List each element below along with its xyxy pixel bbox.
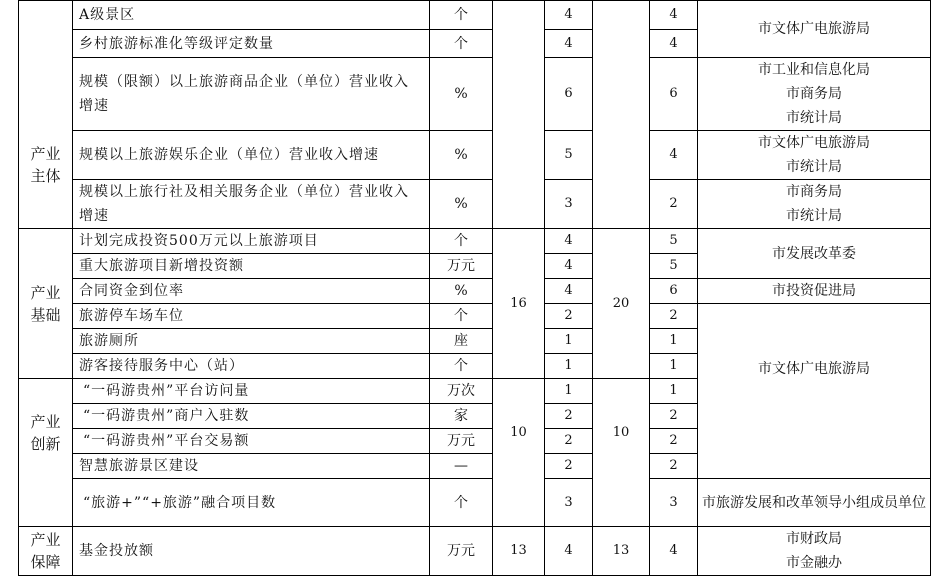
dept-name: 市统计局: [786, 110, 842, 126]
dept-name: 市统计局: [786, 208, 842, 224]
indicator-cell: “一码游贵州”平台访问量: [73, 379, 430, 404]
value-a-cell: 4: [545, 254, 593, 279]
indicator-cell: 规模以上旅行社及相关服务企业（单位）营业收入增速: [73, 180, 430, 229]
dept-cell: [698, 1, 931, 58]
value-a-cell: 4: [545, 279, 593, 304]
unit-cell: %: [430, 180, 493, 229]
dept-cell: [698, 479, 931, 527]
indicator-cell: “一码游贵州”商户入驻数: [73, 404, 430, 429]
category-label: 保障: [30, 553, 61, 571]
value-b-cell: 1: [650, 354, 698, 379]
indicator-cell: 合同资金到位率: [73, 279, 430, 304]
value-a-cell: 1: [545, 329, 593, 354]
indicator-cell: 计划完成投资500万元以上旅游项目: [73, 229, 430, 254]
total-b-cell: 20: [593, 229, 650, 379]
value-b-cell: 5: [650, 229, 698, 254]
unit-cell: 个: [430, 1, 493, 30]
dept-name: 市商务局: [786, 184, 842, 200]
value-a-cell: 1: [545, 379, 593, 404]
dept-cell: [698, 527, 931, 576]
unit-cell: 个: [430, 30, 493, 58]
unit-cell: 万元: [430, 254, 493, 279]
dept-cell: [698, 304, 931, 479]
blank-cell: [593, 1, 650, 229]
value-a-cell: 3: [545, 479, 593, 527]
value-b-cell: 2: [650, 304, 698, 329]
unit-cell: %: [430, 279, 493, 304]
value-b-cell: 4: [650, 1, 698, 30]
unit-cell: —: [430, 454, 493, 479]
value-b-cell: 2: [650, 404, 698, 429]
table-row: [19, 58, 931, 131]
indicator-cell: 规模以上旅游娱乐企业（单位）营业收入增速: [73, 131, 430, 180]
category-cell: [19, 379, 73, 527]
category-cell: [19, 527, 73, 576]
unit-cell: 座: [430, 329, 493, 354]
indicator-cell: 旅游厕所: [73, 329, 430, 354]
category-label: 产业: [30, 144, 61, 163]
dept-name: 市发展改革委: [772, 245, 856, 262]
table-row: [19, 180, 931, 229]
dept-name: 市文体广电旅游局: [758, 21, 870, 37]
dept-name: 市商务局: [786, 86, 842, 102]
category-cell: [19, 229, 73, 379]
total-a-cell: 10: [493, 379, 545, 527]
unit-cell: 万元: [430, 527, 493, 576]
dept-cell: [698, 229, 931, 279]
category-label: 产业: [30, 531, 61, 549]
value-b-cell: 3: [650, 479, 698, 527]
total-b-cell: 10: [593, 379, 650, 527]
indicator-cell: 智慧旅游景区建设: [73, 454, 430, 479]
category-label: 主体: [30, 166, 61, 185]
value-b-cell: 1: [650, 379, 698, 404]
table-row: [19, 479, 931, 527]
unit-cell: 个: [430, 479, 493, 527]
unit-cell: 万次: [430, 379, 493, 404]
dept-name: 市旅游发展和改革领导小组成员单位: [702, 494, 926, 511]
value-b-cell: 2: [650, 429, 698, 454]
unit-cell: %: [430, 58, 493, 131]
unit-cell: 个: [430, 304, 493, 329]
value-a-cell: 4: [545, 1, 593, 30]
unit-cell: 个: [430, 229, 493, 254]
value-b-cell: 5: [650, 254, 698, 279]
table-row: [19, 1, 931, 30]
dept-name: 市金融办: [786, 555, 842, 571]
unit-cell: 万元: [430, 429, 493, 454]
dept-name: 市文体广电旅游局: [758, 135, 870, 151]
value-b-cell: 6: [650, 58, 698, 131]
value-a-cell: 2: [545, 429, 593, 454]
dept-name: 市工业和信息化局: [758, 62, 870, 78]
table-row: [19, 131, 931, 180]
table-row: [19, 527, 931, 576]
value-a-cell: 2: [545, 304, 593, 329]
indicator-cell: “旅游+”“+旅游”融合项目数: [73, 479, 430, 527]
indicator-cell: 旅游停车场车位: [73, 304, 430, 329]
value-b-cell: 4: [650, 527, 698, 576]
indicator-cell: 乡村旅游标准化等级评定数量: [73, 30, 430, 58]
total-b-cell: 13: [593, 527, 650, 576]
dept-cell: [698, 131, 931, 180]
indicator-cell: 重大旅游项目新增投资额: [73, 254, 430, 279]
unit-cell: 个: [430, 354, 493, 379]
value-a-cell: 2: [545, 454, 593, 479]
category-label: 产业: [30, 412, 61, 431]
table-row: [19, 304, 931, 329]
category-label: 基础: [30, 305, 61, 324]
unit-cell: 家: [430, 404, 493, 429]
indicator-cell: 游客接待服务中心（站）: [73, 354, 430, 379]
value-b-cell: 1: [650, 329, 698, 354]
value-a-cell: 2: [545, 404, 593, 429]
total-a-cell: 16: [493, 229, 545, 379]
indicator-cell: “一码游贵州”平台交易额: [73, 429, 430, 454]
value-a-cell: 5: [545, 131, 593, 180]
category-label: 创新: [30, 434, 61, 453]
unit-cell: %: [430, 131, 493, 180]
value-b-cell: 6: [650, 279, 698, 304]
value-b-cell: 4: [650, 131, 698, 180]
value-b-cell: 2: [650, 454, 698, 479]
value-a-cell: 4: [545, 229, 593, 254]
category-cell: [19, 1, 73, 229]
value-b-cell: 2: [650, 180, 698, 229]
category-label: 产业: [30, 283, 61, 302]
total-a-cell: 13: [493, 527, 545, 576]
value-a-cell: 4: [545, 527, 593, 576]
indicator-cell: 基金投放额: [73, 527, 430, 576]
dept-cell: [698, 279, 931, 304]
dept-name: 市文体广电旅游局: [758, 361, 870, 377]
table-row: [19, 279, 931, 304]
blank-cell: [493, 1, 545, 229]
indicator-cell: 规模（限额）以上旅游商品企业（单位）营业收入增速: [73, 58, 430, 131]
dept-name: 市投资促进局: [772, 283, 856, 299]
indicator-cell: A级景区: [73, 1, 430, 30]
dept-cell: [698, 180, 931, 229]
indicator-table: [18, 0, 931, 576]
value-a-cell: 4: [545, 30, 593, 58]
table-row: [19, 229, 931, 254]
dept-cell: [698, 58, 931, 131]
value-a-cell: 3: [545, 180, 593, 229]
value-a-cell: 6: [545, 58, 593, 131]
value-a-cell: 1: [545, 354, 593, 379]
dept-name: 市财政局: [786, 531, 842, 547]
dept-name: 市统计局: [786, 159, 842, 175]
value-b-cell: 4: [650, 30, 698, 58]
